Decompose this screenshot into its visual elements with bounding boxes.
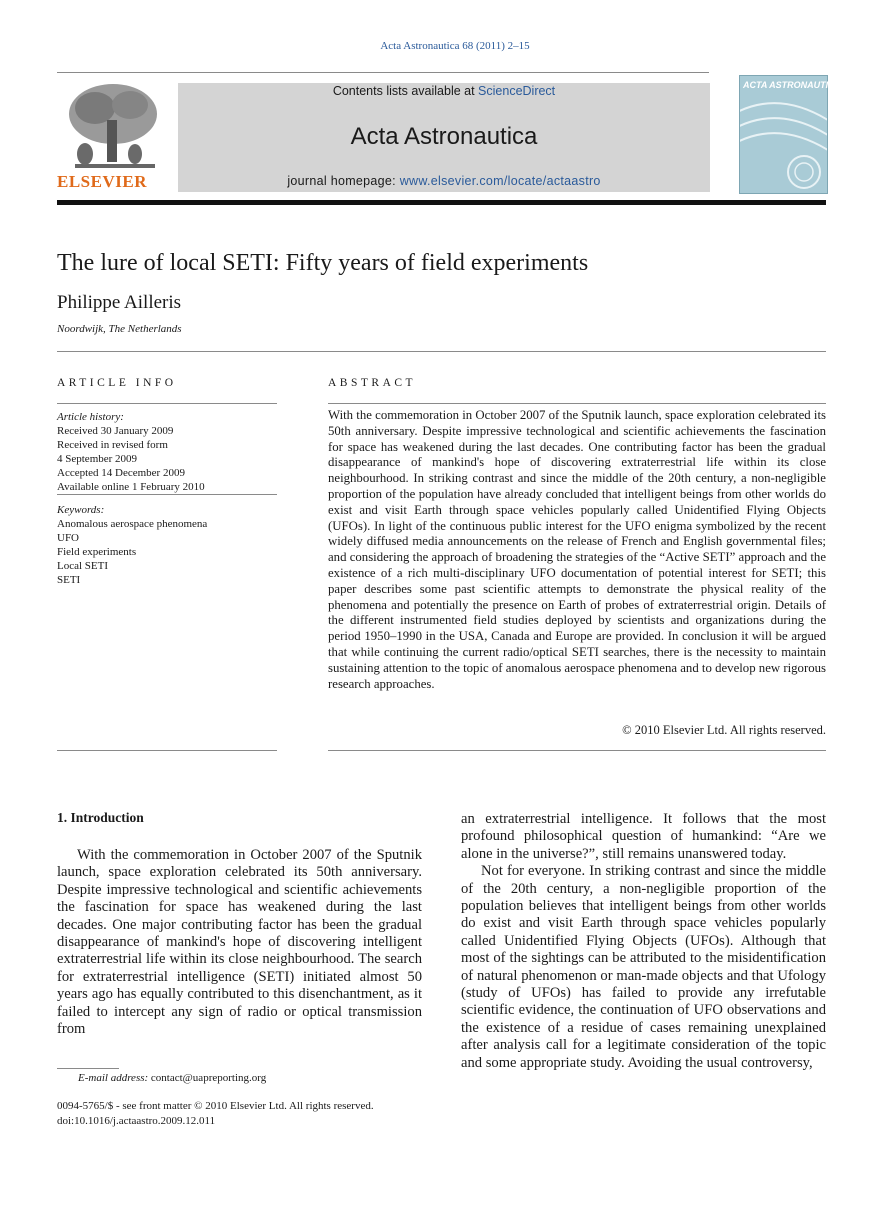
front-matter	[57, 1099, 374, 1129]
contents-prefix: Contents lists available at	[332, 84, 479, 98]
email-footnote	[78, 1072, 266, 1084]
homepage-prefix: journal homepage:	[287, 174, 400, 188]
keyword-item: Local SETI	[57, 560, 109, 572]
paper-title: The lure of local SETI: Fifty years of field experiments	[57, 250, 589, 276]
article-info-bottom-rule	[57, 750, 277, 751]
section-heading-introduction: 1. Introduction	[57, 810, 144, 825]
history-revised-date: 4 September 2009	[57, 453, 138, 465]
keywords-list	[57, 503, 277, 587]
keywords-rule	[57, 494, 277, 495]
history-revised-label: Received in revised form	[57, 439, 168, 451]
header-rule	[57, 72, 709, 73]
keyword-item: Anomalous aerospace phenomena	[57, 518, 208, 530]
abstract-heading: ABSTRACT	[328, 377, 417, 389]
article-history	[57, 410, 277, 494]
journal-reference[interactable]: Acta Astronautica 68 (2011) 2–15	[380, 40, 530, 52]
issn-line: 0094-5765/$ - see front matter © 2010 Elsevier Ltd. All rights reserved.	[57, 1100, 374, 1112]
intro-paragraph-2: Not for everyone. In striking contrast and since the middle of the 20th century, a non-negligible proportion of the population believes that intelligent beings from other worlds do exist and visit Earth through space vehicles popularly called Unidentified Flying Objects (UFOs). Although that most of the sightings can be attributed to the misidentification of natural phenomenon or man-made objects and that Ufology (study of UFOs) has failed to provide any irrefutable scientific evidence, the continuation of UFO observations and the existence of a residue of cases remaining unexplained after analysis call for a legitimate consideration of the topic and some appropriate study. Avoiding the usual controversy,	[461, 863, 826, 1071]
article-info-rule	[57, 403, 277, 404]
homepage-line	[178, 174, 710, 188]
intro-paragraph-1: With the commemoration in October 2007 of the Sputnik launch, space exploration celebrated its 50th anniversary. Despite impressive technological and scientific achievements the fascination for space has weakened during the last decades. One major contributing factor has been the gradual disappearance of mankind's hope of discovering intelligent extraterrestrial life within its close neighbourhood. The search for extraterrestrial intelligence (SETI) initiated almost 50 years ago has equally contributed to this disenchantment, as it failed to intercept any sign of radio or optical transmission from	[57, 847, 422, 1038]
homepage-link[interactable]: www.elsevier.com/locate/actaastro	[399, 174, 601, 188]
abstract-copyright: © 2010 Elsevier Ltd. All rights reserved.	[622, 723, 826, 737]
header-thick-rule	[57, 200, 826, 205]
journal-name: Acta Astronautica	[350, 123, 538, 150]
article-info-heading: ARTICLE INFO	[57, 377, 177, 389]
history-accepted: Accepted 14 December 2009	[57, 467, 185, 479]
abstract-rule	[328, 403, 826, 404]
sciencedirect-link[interactable]: ScienceDirect	[478, 84, 556, 98]
left-column	[57, 847, 422, 1038]
keyword-item: SETI	[57, 574, 81, 586]
footnote-rule	[57, 1068, 119, 1069]
title-rule	[57, 351, 826, 352]
right-column	[461, 811, 826, 1072]
author-affiliation: Noordwijk, The Netherlands	[57, 323, 182, 335]
history-received: Received 30 January 2009	[57, 425, 174, 437]
email-label: E-mail address:	[78, 1072, 149, 1084]
email-address[interactable]: contact@uapreporting.org	[150, 1072, 267, 1084]
keywords-label: Keywords:	[57, 504, 105, 516]
journal-cover-image	[739, 75, 828, 194]
keyword-item: Field experiments	[57, 546, 137, 558]
history-online: Available online 1 February 2010	[57, 481, 205, 493]
cover-title: ACTA ASTRONAUTICA	[743, 80, 842, 90]
doi-line[interactable]: doi:10.1016/j.actaastro.2009.12.011	[57, 1115, 216, 1127]
elsevier-logo-text: ELSEVIER	[57, 172, 147, 191]
keyword-item: UFO	[57, 532, 80, 544]
author-name: Philippe Ailleris	[57, 292, 182, 313]
abstract-bottom-rule	[328, 750, 826, 751]
contents-line	[178, 84, 710, 98]
intro-paragraph-1-continued: an extraterrestrial intelligence. It follows that the most profound philosophical question of humankind: “Are we alone in the universe?”, still remains unanswered today.	[461, 811, 826, 862]
abstract-text: With the commemoration in October 2007 of the Sputnik launch, space exploration celebrated its 50th anniversary. Despite impressive technological and scientific achievements the fascination for space has weakened during the last decades. One contributing factor has been the gradual disappearance of mankind's hope of discovering extraterrestrial life within its close neighbourhood. In striking contrast and since the middle of the 20th century, a non-negligible proportion of the population have already concluded that intelligent beings from other worlds do exist and visit Earth through space vehicles popularly called Unidentified Flying Objects (UFOs). In light of the continuous public interest for the UFO enigma symbolized by the recent widely diffused media announcements on the release of French and English governmental files; and considering the approach of broadening the strategies of the “Active SETI” approach and the existence of a rich multi-disciplinary UFO documentation of potential interest for SETI; this paper describes some past scientific attempts to demonstrate the physical reality of the phenomena and potentially the presence on Earth of probes of extraterrestrial origin. Details of the different instrumented field studies deployed by scientists and organizations during the period 1950–1990 in the USA, Canada and Europe are provided. In conclusion it will be argued that while continuing the current radio/optical SETI searches, there is the necessity to maintain sustaining attention to the topic of anomalous aerospace phenomena and to develop new rigorous research approaches.	[328, 408, 826, 691]
article-history-label: Article history:	[57, 411, 124, 423]
